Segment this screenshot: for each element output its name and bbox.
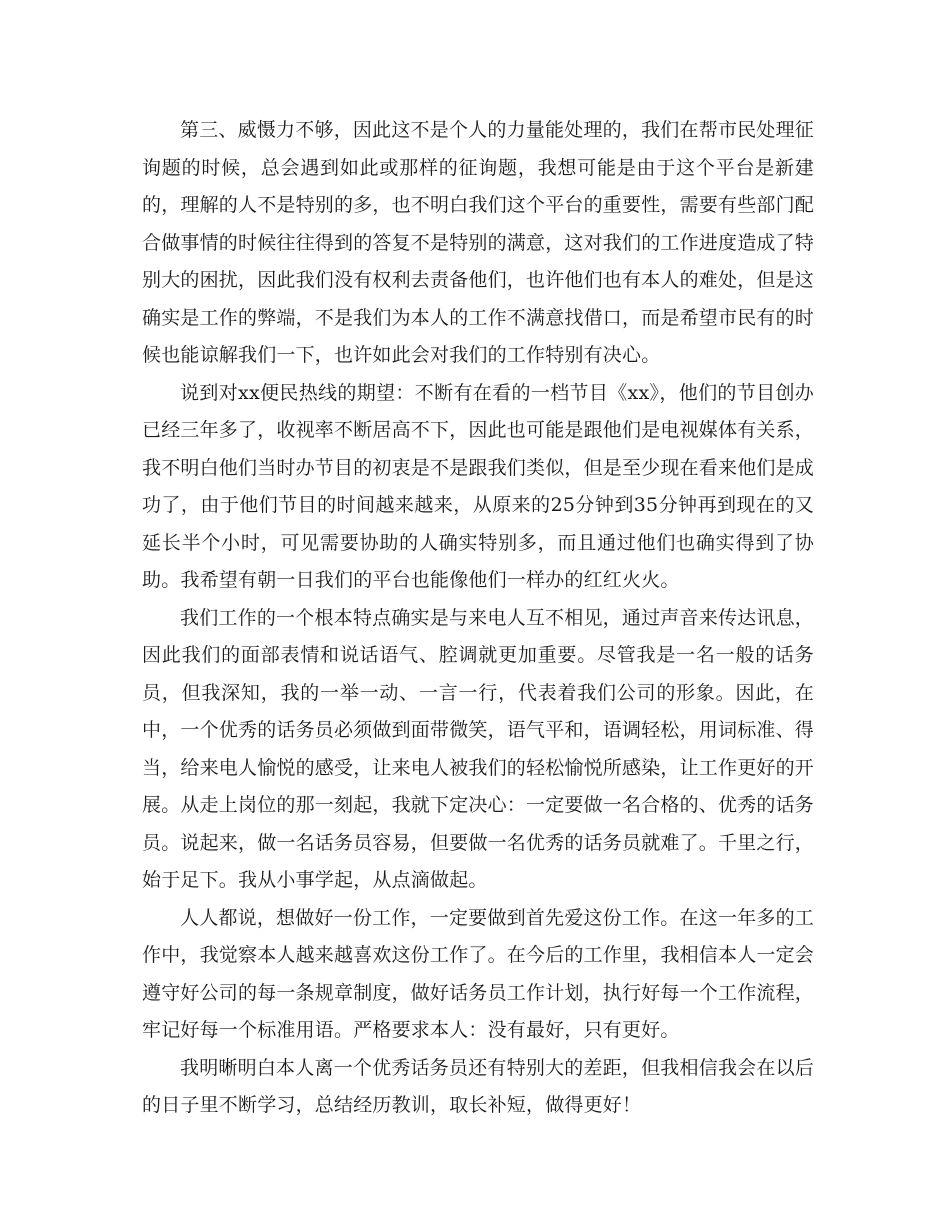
- paragraph-authority: 第三、威慑力不够，因此这不是个人的力量能处理的，我们在帮市民处理征询题的时候，总会遇到如此或那样的征询题，我想可能是由于这个平台是新建的，理解的人不是特别的多，也不明白我们这个平台的重要性，需要有些部门配合做事情的时候往往得到的答复不是特别的满意，这对我们的工作进度造成了特别大的困扰，因此我们没有权利去责备他们，也许他们也有本人的难处，但是这确实是工作的弊端，不是我们为本人的工作不满意找借口，而是希望市民有的时候也能谅解我们一下，也许如此会对我们的工作特别有决心。: [142, 119, 815, 366]
- paragraph-conclusion: 我明晰明白本人离一个优秀话务员还有特别大的差距，但我相信我会在以后的日子里不断学习，总结经历教训，取长补短，做得更好！: [142, 1056, 814, 1116]
- document-body: [142, 112, 814, 1125]
- paragraph-expectation: 说到对xx便民热线的期望：不断有在看的一档节目《xx》，他们的节目创办已经三年多了，收视率不断居高不下，因此也可能是跟他们是电视媒体有关系，我不明白他们当时办节目的初衷是不是跟我们类似，但是至少现在看来他们是成功了，由于他们节目的时间越来越来，从原来的25分钟到35分钟再到现在的又延长半个小时，可见需要协助的人确实特别多，而且通过他们也确实得到了协助。我希望有朝一日我们的平台也能像他们一样办的红红火火。: [142, 381, 815, 591]
- paragraph-love-work: 人人都说，想做好一份工作，一定要做到首先爱这份工作。在这一年多的工作中，我觉察本人越来越喜欢这份工作了。在今后的工作里，我相信本人一定会遵守好公司的每一条规章制度，做好话务员工作计划，执行好每一个工作流程，牢记好每一个标准用语。严格要求本人：没有最好，只有更好。: [142, 906, 815, 1041]
- paragraph-work-characteristics: 我们工作的一个根本特点确实是与来电人互不相见，通过声音来传达讯息，因此我们的面部表情和说话语气、腔调就更加重要。尽管我是一名一般的话务员，但我深知，我的一举一动、一言一行，代表着我们公司的形象。因此，在中，一个优秀的话务员必须做到面带微笑，语气平和，语调轻松，用词标准、得当，给来电人愉悦的感受，让来电人被我们的轻松愉悦所感染，让工作更好的开展。从走上岗位的那一刻起，我就下定决心：一定要做一名合格的、优秀的话务员。说起来，做一名话务员容易，但要做一名优秀的话务员就难了。千里之行，始于足下。我从小事学起，从点滴做起。: [142, 606, 815, 891]
